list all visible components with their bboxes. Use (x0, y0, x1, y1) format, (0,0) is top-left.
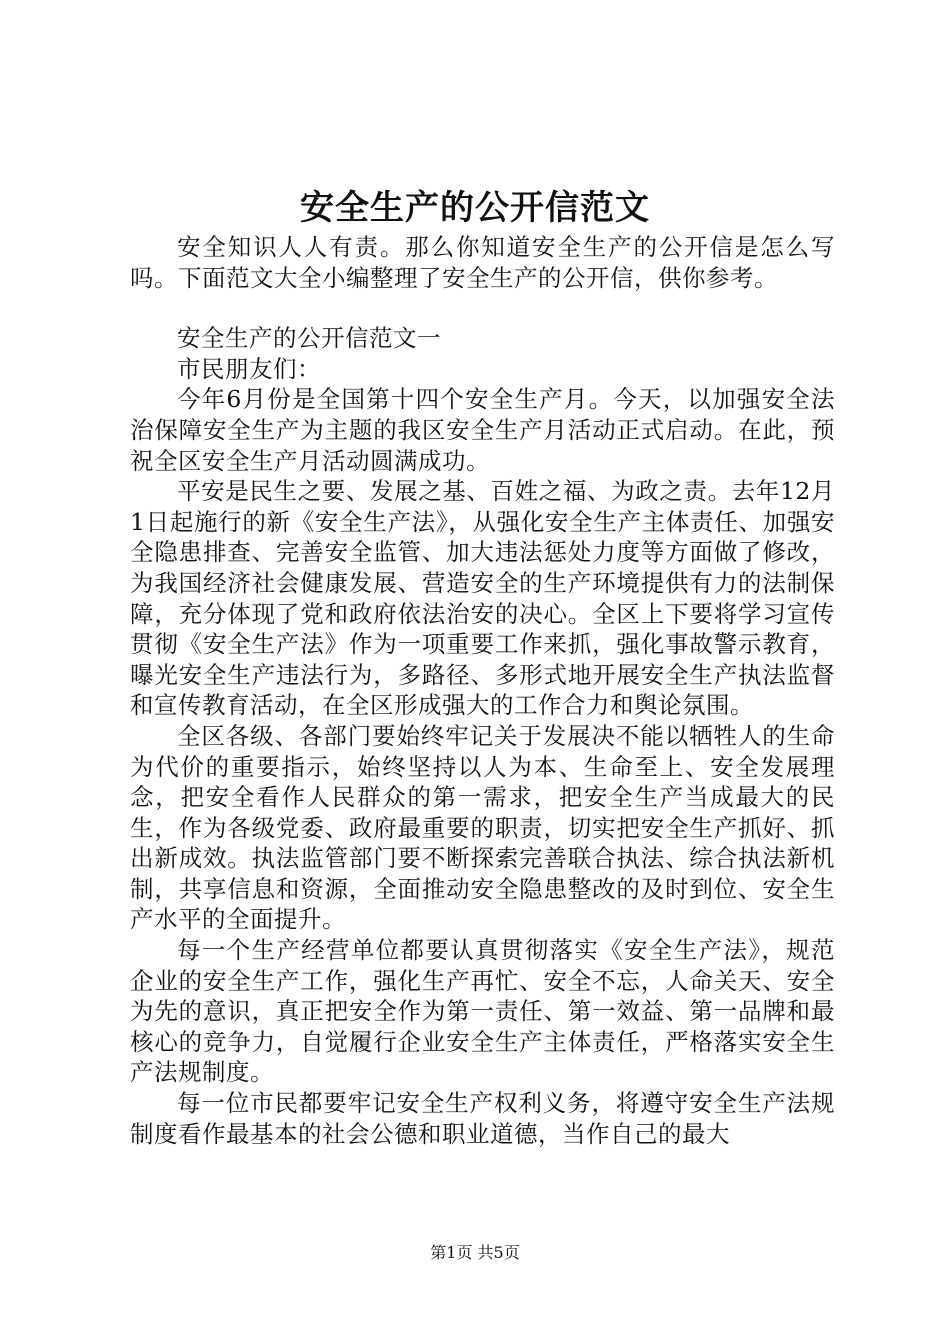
body-paragraph-2: 平安是民生之要、发展之基、百姓之福、为政之责。去年12月1日起施行的新《安全生产法》，从强化安全生产主体责任、加强安全隐患排查、完善安全监管、加大违法惩处力度等方面做了修改，为我国经济社会健康发展、营造安全的生产环境提供有力的法制保障，充分体现了党和政府依法治安的决心。全区上下要将学习宣传贯彻《安全生产法》作为一项重要工作来抓，强化事故警示教育，曝光安全生产违法行为，多路径、多形式地开展安全生产执法监督和宣传教育活动，在全区形成强大的工作合力和舆论氛围。 (130, 477, 835, 720)
intro-paragraph: 安全知识人人有责。那么你知道安全生产的公开信是怎么写吗。下面范文大全小编整理了安全生产的公开信，供你参考。 (130, 233, 835, 292)
paragraph-gap (130, 293, 835, 323)
document-title: 安全生产的公开信范文 (300, 188, 650, 228)
section-heading: 安全生产的公开信范文一 (177, 324, 441, 353)
body-paragraph-1: 今年6月份是全国第十四个安全生产月。今天，以加强安全法治保障安全生产为主题的我区安全生产月活动正式启动。在此，预祝全区安全生产月活动圆满成功。 (130, 385, 835, 475)
body-paragraph-4: 每一个生产经营单位都要认真贯彻落实《安全生产法》，规范企业的安全生产工作，强化生产再忙、安全不忘，人命关天、安全为先的意识，真正把安全作为第一责任、第一效益、第一品牌和最核心的竞争力，自觉履行企业安全生产主体责任，严格落实安全生产法规制度。 (130, 936, 835, 1087)
document-body (130, 232, 835, 1149)
page-footer: 第1页 共5页 (430, 1243, 520, 1262)
salutation: 市民朋友们： (177, 354, 321, 383)
body-paragraph-3: 全区各级、各部门要始终牢记关于发展决不能以牺牲人的生命为代价的重要指示，始终坚持以人为本、生命至上、安全发展理念，把安全看作人民群众的第一需求，把安全生产当成最大的民生，作为各级党委、政府最重要的职责，切实把安全生产抓好、抓出新成效。执法监管部门要不断探索完善联合执法、综合执法新机制，共享信息和资源，全面推动安全隐患整改的及时到位、安全生产水平的全面提升。 (130, 721, 835, 934)
body-paragraph-5: 每一位市民都要牢记安全生产权利义务，将遵守安全生产法规制度看作最基本的社会公德和职业道德，当作自己的最大 (130, 1089, 835, 1148)
